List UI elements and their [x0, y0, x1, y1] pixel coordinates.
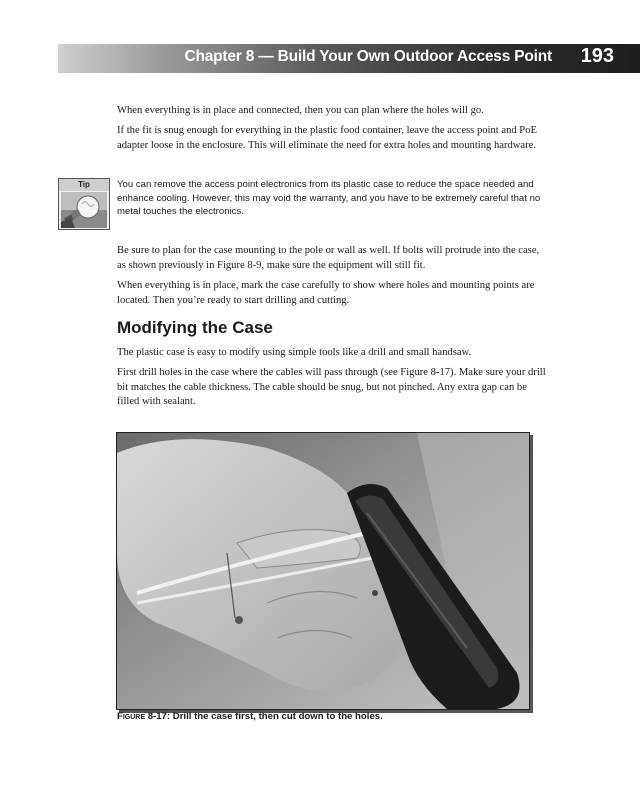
- tip-label: Tip: [59, 179, 109, 191]
- paragraph-drill-holes: First drill holes in the case where the cables will pass through (see Figure 8-17). Make sure your drill bit matches the cable thickness. The cable should be snug, but not pinched. Any extra gap can be filled with sealant.: [117, 367, 546, 407]
- section-heading: Modifying the Case: [117, 318, 273, 337]
- figure-caption: [117, 711, 383, 722]
- tip-box: [58, 178, 110, 230]
- paragraph-mark-case: When everything is in place, mark the case carefully to show where holes and mounting points are located. Then you’re ready to start drilling and cutting.: [117, 280, 535, 306]
- page-number: 193: [580, 45, 614, 67]
- paragraph-snug-fit: If the fit is snug enough for everything in the plastic food container, leave the access point and PoE adapter loose in the enclosure. This will eliminate the need for extra holes and mounting hardware.: [117, 125, 537, 151]
- lightbulb-icon: [61, 192, 107, 228]
- chapter-header-bar: [58, 44, 640, 73]
- tip-text: You can remove the access point electronics from its plastic case to reduce the space needed and enhance cooling. However, this may void the warranty, and you have to be extremely careful that no metal touches the electronics.: [117, 179, 541, 217]
- figure-label: Figure 8-17:: [117, 711, 171, 722]
- chapter-title: Chapter 8 — Build Your Own Outdoor Access Point: [184, 48, 552, 65]
- figure-photo: [116, 432, 530, 710]
- paragraph-plan-holes: When everything is in place and connected, then you can plan where the holes will go.: [117, 105, 484, 116]
- figure-caption-text: Drill the case first, then cut down to the holes.: [170, 711, 383, 722]
- paragraph-easy-modify: The plastic case is easy to modify using simple tools like a drill and small handsaw.: [117, 347, 472, 358]
- paragraph-plan-mounting: Be sure to plan for the case mounting to the pole or wall as well. If bolts will protrude into the case, as shown previously in Figure 8-9, make sure the equipment will still fit.: [117, 245, 540, 271]
- drill-case-photo: [117, 433, 529, 709]
